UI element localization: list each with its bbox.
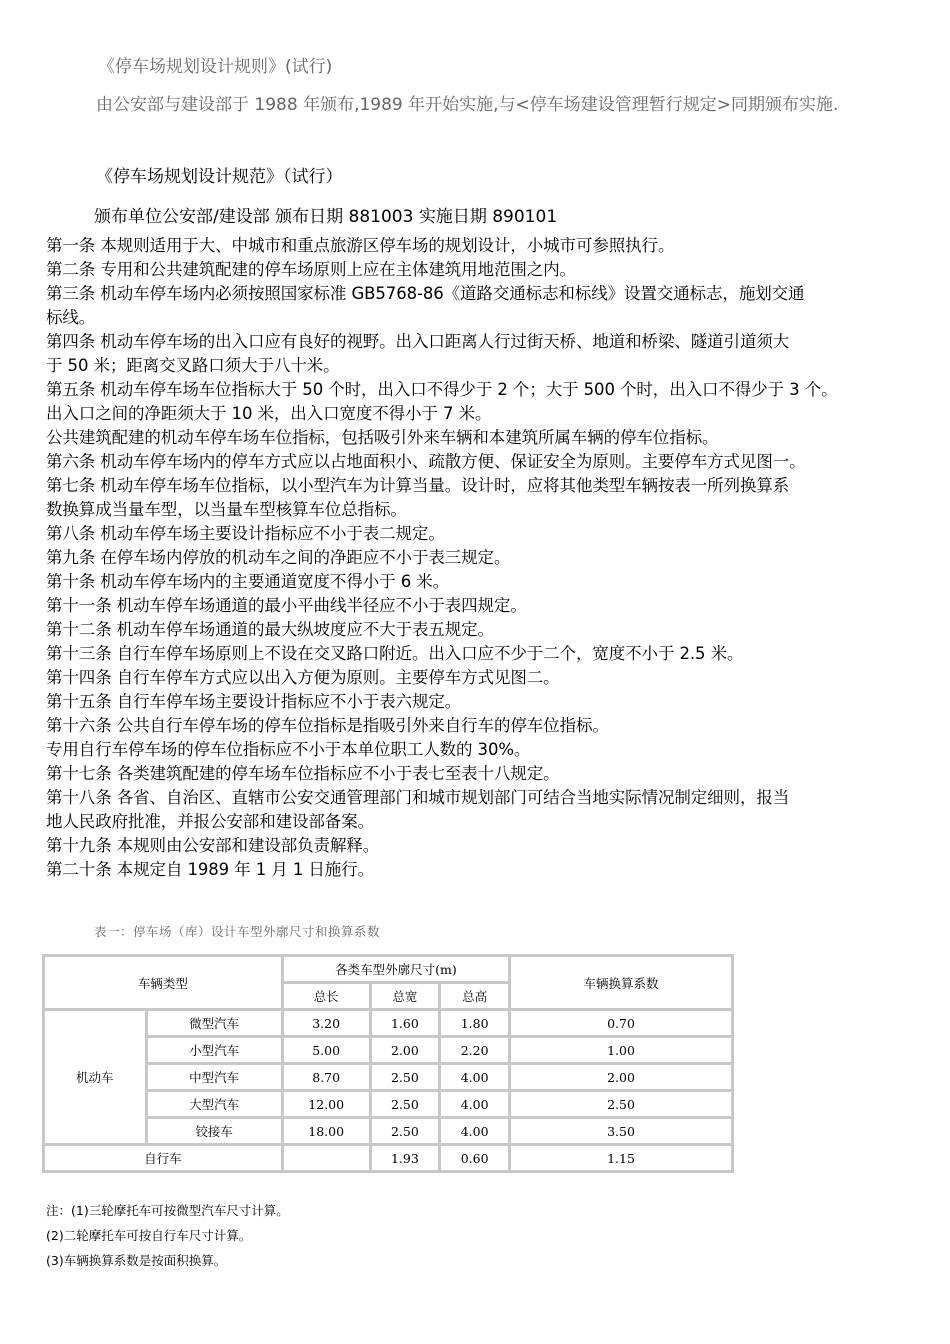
group-motor-vehicle: 机动车 xyxy=(44,1010,147,1145)
article-line: 专用自行车停车场的停车位指标应不小于本单位职工人数的 30%。 xyxy=(46,740,531,759)
article-line: 标线。 xyxy=(46,308,96,327)
article-line: 公共建筑配建的机动车停车场车位指标，包括吸引外来车辆和本建筑所属车辆的停车位指标。 xyxy=(46,428,719,447)
vehicle-width: 2.50 xyxy=(370,1091,440,1118)
article-line: 第十六条 公共自行车停车场的停车位指标是指吸引外来自行车的停车位指标。 xyxy=(46,716,609,735)
article-line: 第十九条 本规则由公安部和建设部负责解释。 xyxy=(46,836,380,855)
article-line: 第八条 机动车停车场主要设计指标应不小于表二规定。 xyxy=(46,524,445,543)
vehicle-name: 微型汽车 xyxy=(146,1010,282,1037)
bicycle-coefficient: 1.15 xyxy=(510,1145,733,1172)
vehicle-width: 2.50 xyxy=(370,1118,440,1145)
issuer-line: 颁布单位公安部/建设部 颁布日期 881003 实施日期 890101 xyxy=(94,207,558,227)
article-line: 第十一条 机动车停车场通道的最小平曲线半径应不小于表四规定。 xyxy=(46,596,527,615)
table-row xyxy=(44,1145,733,1172)
header-vehicle-type: 车辆类型 xyxy=(44,956,283,1010)
article-line: 出入口之间的净距须大于 10 米，出入口宽度不得小于 7 米。 xyxy=(46,404,492,423)
vehicle-height: 1.80 xyxy=(440,1010,510,1037)
vehicle-height: 2.20 xyxy=(440,1037,510,1064)
vehicle-coefficient: 3.50 xyxy=(510,1118,733,1145)
article-line: 第五条 机动车停车场车位指标大于 50 个时，出入口不得少于 2 个；大于 500 个时，出入口不得少于 3 个。 xyxy=(46,380,838,399)
article-line: 第二十条 本规定自 1989 年 1 月 1 日施行。 xyxy=(46,860,375,879)
vehicle-length: 12.00 xyxy=(282,1091,370,1118)
vehicle-height: 4.00 xyxy=(440,1118,510,1145)
bicycle-width: 1.93 xyxy=(370,1145,440,1172)
intro-text: 由公安部与建设部于 1988 年颁布,1989 年开始实施,与<停车场建设管理暂行规定>同期颁布实施. xyxy=(96,95,839,115)
vehicle-coefficient: 2.00 xyxy=(510,1064,733,1091)
vehicle-length: 18.00 xyxy=(282,1118,370,1145)
article-line: 第十七条 各类建筑配建的停车场车位指标应不小于表七至表十八规定。 xyxy=(46,764,560,783)
doc-title-rules: 《停车场规划设计规则》(试行) xyxy=(98,57,333,77)
article-line: 第九条 在停车场内停放的机动车之间的净距应不小于表三规定。 xyxy=(46,548,511,567)
article-line: 第二条 专用和公共建筑配建的停车场原则上应在主体建筑用地范围之内。 xyxy=(46,260,576,279)
vehicle-coefficient: 1.00 xyxy=(510,1037,733,1064)
vehicle-width: 1.60 xyxy=(370,1010,440,1037)
table-header-row xyxy=(44,956,733,983)
article-line: 第七条 机动车停车场车位指标，以小型汽车为计算当量。设计时，应将其他类型车辆按表一所列换算系 xyxy=(46,476,790,495)
bicycle-length xyxy=(282,1145,370,1172)
vehicle-dimension-table xyxy=(42,954,734,1173)
table-note: 注：(1)三轮摩托车可按微型汽车尺寸计算。 xyxy=(46,1203,289,1218)
article-line: 第三条 机动车停车场内必须按照国家标准 GB5768-86《道路交通标志和标线》设置交通标志，施划交通 xyxy=(46,284,805,303)
bicycle-name: 自行车 xyxy=(44,1145,283,1172)
article-line: 第一条 本规则适用于大、中城市和重点旅游区停车场的规划设计，小城市可参照执行。 xyxy=(46,236,675,255)
table-note: (2)二轮摩托车可按自行车尺寸计算。 xyxy=(46,1228,252,1243)
article-line: 第四条 机动车停车场的出入口应有良好的视野。出入口距离人行过街天桥、地道和桥梁、隧道引道须大 xyxy=(46,332,790,351)
article-line: 地人民政府批准，并报公安部和建设部备案。 xyxy=(46,812,375,831)
doc-title-spec: 《停车场规划设计规范》（试行） xyxy=(96,167,343,187)
article-line: 于 50 米；距离交叉路口须大于八十米。 xyxy=(46,356,340,375)
table-note: (3)车辆换算系数是按面积换算。 xyxy=(46,1253,227,1268)
header-height: 总高 xyxy=(440,983,510,1010)
table-row xyxy=(44,1064,733,1091)
article-line: 第十二条 机动车停车场通道的最大纵坡度应不大于表五规定。 xyxy=(46,620,494,639)
header-coefficient: 车辆换算系数 xyxy=(510,956,733,1010)
bicycle-height: 0.60 xyxy=(440,1145,510,1172)
vehicle-length: 3.20 xyxy=(282,1010,370,1037)
table-row xyxy=(44,1037,733,1064)
vehicle-coefficient: 0.70 xyxy=(510,1010,733,1037)
vehicle-name: 大型汽车 xyxy=(146,1091,282,1118)
article-line: 第六条 机动车停车场内的停车方式应以占地面积小、疏散方便、保证安全为原则。主要停车方式见图一。 xyxy=(46,452,806,471)
vehicle-coefficient: 2.50 xyxy=(510,1091,733,1118)
articles-list xyxy=(46,234,926,882)
header-length: 总长 xyxy=(282,983,370,1010)
vehicle-width: 2.50 xyxy=(370,1064,440,1091)
article-line: 数换算成当量车型，以当量车型核算车位总指标。 xyxy=(46,500,407,519)
table-row xyxy=(44,1118,733,1145)
article-line: 第十条 机动车停车场内的主要通道宽度不得小于 6 米。 xyxy=(46,572,450,591)
header-dimensions: 各类车型外廓尺寸(m) xyxy=(282,956,509,983)
vehicle-width: 2.00 xyxy=(370,1037,440,1064)
article-line: 第十五条 自行车停车场主要设计指标应不小于表六规定。 xyxy=(46,692,462,711)
table-caption: 表一：停车场（库）设计车型外廓尺寸和换算系数 xyxy=(94,924,381,939)
vehicle-height: 4.00 xyxy=(440,1064,510,1091)
table-row xyxy=(44,1010,733,1037)
article-line: 第十三条 自行车停车场原则上不设在交叉路口附近。出入口应不少于二个，宽度不小于 2.5 米。 xyxy=(46,644,744,663)
header-width: 总宽 xyxy=(370,983,440,1010)
vehicle-length: 8.70 xyxy=(282,1064,370,1091)
article-line: 第十四条 自行车停车方式应以出入方便为原则。主要停车方式见图二。 xyxy=(46,668,560,687)
vehicle-name: 铰接车 xyxy=(146,1118,282,1145)
article-line: 第十八条 各省、自治区、直辖市公安交通管理部门和城市规划部门可结合当地实际情况制定细则，报当 xyxy=(46,788,790,807)
vehicle-length: 5.00 xyxy=(282,1037,370,1064)
vehicle-name: 中型汽车 xyxy=(146,1064,282,1091)
vehicle-name: 小型汽车 xyxy=(146,1037,282,1064)
vehicle-height: 4.00 xyxy=(440,1091,510,1118)
table-row xyxy=(44,1091,733,1118)
